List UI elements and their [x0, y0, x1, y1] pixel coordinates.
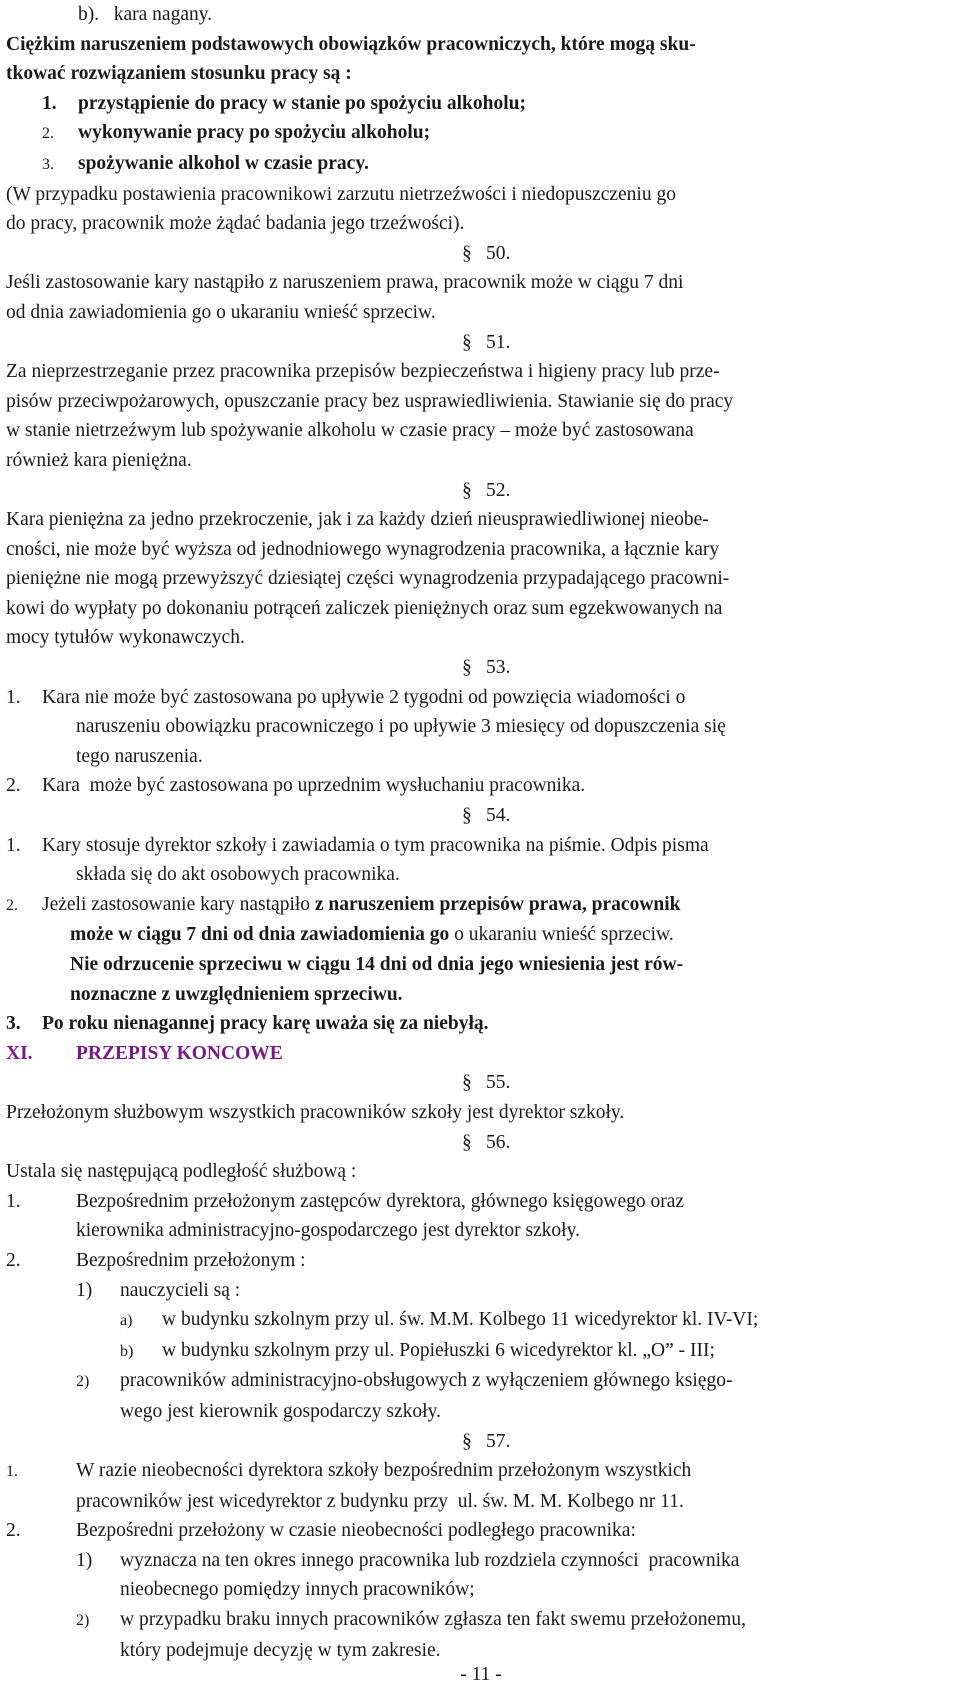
section-symbol: §	[462, 1131, 472, 1153]
chapter-title: PRZEPISY KONCOWE	[76, 1042, 283, 1064]
s53-item-2	[6, 771, 956, 801]
s54-item-3-text: Po roku nienagannej pracy karę uważa się za niebyłą.	[42, 1013, 489, 1035]
section-57-heading	[6, 1427, 956, 1457]
s56-item-1	[6, 1187, 956, 1217]
s56-item-b	[6, 1336, 956, 1367]
section-50-heading	[6, 239, 956, 269]
s50-line-1: Jeśli zastosowanie kary nastąpiło z naruszeniem prawa, pracownik może w ciągu 7 dni	[6, 272, 684, 294]
s56-item-1-text: Bezpośrednim przełożonym zastępców dyrektora, głównego księgowego oraz	[76, 1190, 685, 1212]
heavy-item-2	[6, 118, 956, 149]
section-number: 50.	[486, 242, 511, 264]
s56-item-a-text: w budynku szkolnym przy ul. św. M.M. Kolbego 11 wicedyrektor kl. IV-VI;	[162, 1309, 759, 1331]
heavy-item-1	[6, 89, 956, 119]
s57-item-2-2-num: 2)	[76, 1612, 90, 1630]
s56-item-2-2-text: pracowników administracyjno-obsługowych z wyłączeniem głównego księgo-	[120, 1370, 733, 1392]
heavy-violation-intro-1: Ciężkim naruszeniem podstawowych obowiązków pracowniczych, które mogą sku-	[6, 33, 696, 55]
s57-item-2-num: 2.	[6, 1520, 21, 1542]
s53-item-1-text: Kara nie może być zastosowana po upływie 2 tygodni od powzięcia wiadomości o	[42, 686, 686, 708]
section-symbol: §	[462, 1430, 472, 1452]
s52-line-2: cności, nie może być wyższa od jednodniowego wynagrodzenia pracownika, a łącznie kary	[6, 538, 720, 560]
s54-item-1-num: 1.	[6, 834, 21, 856]
s54-item-2-cont-2: Nie odrzucenie sprzeciwu w ciągu 14 dni od dnia jego wniesienia jest rów-	[70, 954, 684, 975]
s57-item-2-1-num: 1)	[76, 1549, 93, 1571]
s57-item-2-1	[6, 1546, 956, 1576]
section-symbol: §	[462, 331, 472, 353]
s51-line-2: pisów przeciwpożarowych, opuszczanie pracy bez usprawiedliwienia. Stawianie się do pracy	[6, 390, 734, 412]
s53-item-1	[6, 683, 956, 713]
s54-item-3-num: 3.	[6, 1013, 21, 1035]
section-symbol: §	[462, 1072, 472, 1094]
s54-item-1-text: Kary stosuje dyrektor szkoły i zawiadamia o tym pracownika na piśmie. Odpis pisma	[42, 834, 709, 856]
section-number: 53.	[486, 657, 511, 679]
s53-item-2-text: Kara może być zastosowana po uprzednim wysłuchaniu pracownika.	[42, 775, 586, 797]
section-51-heading	[6, 328, 956, 358]
s54-item-2-cont-3: noznaczne z uwzględnieniem sprzeciwu.	[70, 983, 403, 1005]
s54-item-2-text-plain: Jeżeli zastosowanie kary nastąpiło	[42, 893, 315, 915]
s57-item-2-text: Bezpośredni przełożony w czasie nieobecności podległego pracownika:	[76, 1520, 636, 1542]
document-page	[6, 0, 956, 1685]
s57-item-1-cont: pracowników jest wicedyrektor z budynku przy ul. św. M. M. Kolbego nr 11.	[76, 1490, 684, 1512]
s56-intro: Ustala się następującą podległość służbową :	[6, 1161, 357, 1183]
s57-item-2-2-cont: który podejmuje decyzję w tym zakresie.	[120, 1639, 441, 1661]
s57-item-1-text: W razie nieobecności dyrektora szkoły bezpośrednim przełożonym wszystkich	[76, 1460, 692, 1482]
s56-item-a-num: a)	[120, 1312, 133, 1330]
section-number: 52.	[486, 479, 511, 501]
s56-item-2-2	[6, 1366, 956, 1397]
heavy-item-2-text: wykonywanie pracy po spożyciu alkoholu;	[78, 122, 431, 144]
s57-item-2-2	[6, 1605, 956, 1636]
section-52-heading	[6, 476, 956, 506]
s53-item-1-cont-2: tego naruszenia.	[76, 745, 203, 767]
chapter-number: XI.	[6, 1042, 33, 1064]
section-53-heading	[6, 653, 956, 683]
section-56-heading	[6, 1128, 956, 1158]
s54-item-2-cont-1	[6, 920, 956, 950]
s56-item-1-cont: kierownika administracyjno-gospodarczego jest dyrektor szkoły.	[76, 1220, 580, 1242]
s56-item-2-2-num: 2)	[76, 1373, 90, 1391]
s51-line-3: w stanie nietrzeźwym lub spożywanie alkoholu w czasie pracy – może być zastosowana	[6, 420, 694, 442]
heavy-item-2-num: 2.	[42, 125, 54, 143]
section-symbol: §	[462, 805, 472, 827]
section-54-heading	[6, 801, 956, 831]
section-symbol: §	[462, 242, 472, 264]
section-symbol: §	[462, 657, 472, 679]
s56-item-2	[6, 1246, 956, 1276]
s56-item-1-num: 1.	[6, 1190, 21, 1212]
s57-item-2-1-text: wyznacza na ten okres innego pracownika lub rozdziela czynności pracownika	[120, 1549, 740, 1571]
section-symbol: §	[462, 479, 472, 501]
s54-item-3	[6, 1009, 956, 1039]
section-number: 55.	[486, 1072, 511, 1094]
page-number: - 11 -	[460, 1664, 502, 1685]
s54-item-2-cont-bold: może w ciągu 7 dni od dnia zawiadomienia go	[70, 924, 450, 946]
section-number: 56.	[486, 1131, 511, 1153]
s53-item-2-num: 2.	[6, 775, 21, 797]
heavy-violation-intro-2: tkować rozwiązaniem stosunku pracy są :	[6, 63, 352, 85]
s56-item-2-1	[6, 1276, 956, 1306]
s54-item-2-text-bold: z naruszeniem przepisów prawa, pracownik	[314, 893, 681, 915]
s52-line-1: Kara pieniężna za jedno przekroczenie, jak i za każdy dzień nieusprawiedliwionej nieobe-	[6, 509, 709, 531]
s52-line-5: mocy tytułów wykonawczych.	[6, 627, 245, 649]
s54-item-1	[6, 831, 956, 861]
s56-item-2-1-num: 1)	[76, 1279, 93, 1301]
note-line-1: (W przypadku postawienia pracownikowi zarzutu nietrzeźwości i niedopuszczeniu go	[6, 183, 676, 205]
section-number: 54.	[486, 805, 511, 827]
s51-line-4: również kara pieniężna.	[6, 449, 192, 471]
s56-item-2-num: 2.	[6, 1249, 21, 1271]
heavy-item-3	[6, 149, 956, 180]
s50-line-2: od dnia zawiadomienia go o ukaraniu wnieść sprzeciw.	[6, 301, 436, 323]
s52-line-3: pieniężne nie mogą przewyższyć dziesiątej części wynagrodzenia przypadającego pracowni-	[6, 568, 730, 590]
section-number: 51.	[486, 331, 511, 353]
s54-item-2-cont-plain: o ukaraniu wnieść sprzeciw.	[449, 924, 674, 946]
s53-item-1-num: 1.	[6, 686, 21, 708]
s56-item-b-num: b)	[120, 1342, 134, 1360]
s57-item-2	[6, 1516, 956, 1546]
list-item-b: b). kara nagany.	[78, 4, 213, 25]
s56-item-b-text: w budynku szkolnym przy ul. Popiełuszki 6 wicedyrektor kl. „O” - III;	[162, 1339, 715, 1361]
heavy-item-3-num: 3.	[42, 155, 54, 173]
s54-item-2	[6, 890, 956, 921]
s51-line-1: Za nieprzestrzeganie przez pracownika przepisów bezpieczeństwa i higieny pracy lub prze-	[6, 361, 720, 383]
s56-item-2-text: Bezpośrednim przełożonym :	[76, 1249, 306, 1271]
s57-item-2-1-cont: nieobecnego pomiędzy innych pracowników;	[120, 1579, 475, 1601]
heavy-item-3-text: spożywanie alkohol w czasie pracy.	[78, 152, 369, 174]
s53-item-1-cont-1: naruszeniu obowiązku pracowniczego i po upływie 3 miesięcy od dopuszczenia się	[76, 716, 726, 738]
s56-item-2-2-cont: wego jest kierownik gospodarczy szkoły.	[120, 1400, 441, 1422]
s57-item-1-num: 1.	[6, 1463, 18, 1481]
heavy-item-1-num: 1.	[42, 92, 57, 114]
s56-item-2-1-text: nauczycieli są :	[120, 1279, 241, 1301]
s55-line-1: Przełożonym służbowym wszystkich pracowników szkoły jest dyrektor szkoły.	[6, 1101, 625, 1123]
s57-item-2-2-text: w przypadku braku innych pracowników zgłasza ten fakt swemu przełożonemu,	[120, 1609, 746, 1631]
s56-item-a	[6, 1305, 956, 1336]
s52-line-4: kowi do wypłaty po dokonaniu potrąceń zaliczek pieniężnych oraz sum egzekwowanych na	[6, 597, 723, 619]
s54-item-2-num: 2.	[6, 896, 18, 914]
heavy-item-1-text: przystąpienie do pracy w stanie po spożyciu alkoholu;	[78, 92, 526, 114]
note-line-2: do pracy, pracownik może żądać badania jego trzeźwości).	[6, 213, 465, 235]
chapter-xi-heading	[6, 1039, 956, 1069]
s57-item-1	[6, 1456, 956, 1487]
section-number: 57.	[486, 1430, 511, 1452]
s54-item-1-cont: składa się do akt osobowych pracownika.	[76, 864, 400, 886]
section-55-heading	[6, 1068, 956, 1098]
